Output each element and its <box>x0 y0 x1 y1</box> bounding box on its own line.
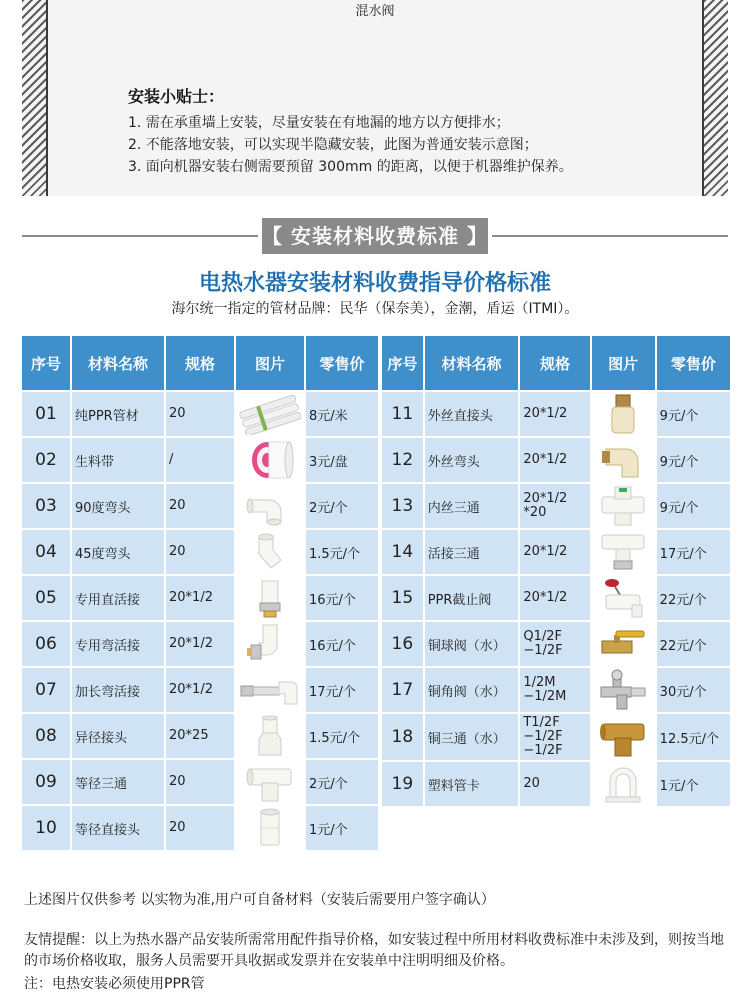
row-price: 2元/个 <box>306 484 378 528</box>
row-spec: 20 <box>520 762 589 806</box>
row-price: 9元/个 <box>657 484 730 528</box>
row-spec: 20*1/2 <box>520 530 589 574</box>
row-no: 15 <box>382 576 423 620</box>
row-price: 22元/个 <box>657 622 730 666</box>
row-price: 16元/个 <box>306 622 378 666</box>
row-price: 2元/个 <box>306 760 378 804</box>
elbow-90-icon <box>236 484 304 528</box>
table-row <box>382 714 730 760</box>
table-row <box>22 760 378 804</box>
header-price: 零售价 <box>306 336 378 390</box>
ball-valve-icon <box>592 622 655 666</box>
spec-line: −1/2F <box>523 743 563 758</box>
row-spec: 20*1/2 <box>166 668 234 712</box>
tee-icon <box>236 760 304 804</box>
reducer-icon <box>236 714 304 758</box>
table-row <box>22 392 378 436</box>
row-spec <box>520 714 589 760</box>
reference-note: 上述图片仅供参考 以实物为准,用户可自备材料（安装后需要用户签字确认） <box>24 892 495 908</box>
row-price: 22元/个 <box>657 576 730 620</box>
row-spec: 20*1/2 <box>166 576 234 620</box>
tip-item: 2. 不能落地安装，可以实现半隐藏安装，此图为普通安装示意图； <box>128 137 538 153</box>
brand-line: 海尔统一指定的管材品牌：民华（保奈美），金潮，盾运（ITMI）。 <box>171 301 579 317</box>
table-row <box>22 484 378 528</box>
row-spec: 20*1/2 <box>520 576 589 620</box>
row-price: 1元/个 <box>306 806 378 850</box>
header-image: 图片 <box>592 336 655 390</box>
table-header-row <box>22 336 378 390</box>
wall-line-right <box>702 0 704 196</box>
table-row <box>382 392 730 436</box>
header-price: 零售价 <box>657 336 730 390</box>
tip-item: 3. 面向机器安装右侧需要预留 300mm 的距离，以便于机器维护保养。 <box>128 159 573 175</box>
row-no: 03 <box>22 484 70 528</box>
row-no: 16 <box>382 622 423 666</box>
row-spec: 20 <box>166 530 234 574</box>
row-no: 02 <box>22 438 70 482</box>
row-name: 异径接头 <box>72 714 164 758</box>
row-spec <box>520 484 589 528</box>
male-thread-coupling-icon <box>592 392 655 436</box>
spec-line: 20*1/2 <box>523 491 568 506</box>
header-no: 序号 <box>382 336 423 390</box>
row-no: 05 <box>22 576 70 620</box>
row-no: 14 <box>382 530 423 574</box>
tips-list <box>128 112 573 178</box>
price-table-left <box>20 334 380 852</box>
row-price: 9元/个 <box>657 438 730 482</box>
row-price: 9元/个 <box>657 392 730 436</box>
row-no: 17 <box>382 668 423 712</box>
table-row <box>382 484 730 528</box>
union-tee-icon <box>592 530 655 574</box>
row-spec: 20*1/2 <box>520 438 589 482</box>
table-row <box>22 576 378 620</box>
section-title: 【 安装材料收费标准 】 <box>262 218 488 254</box>
row-spec <box>520 668 589 712</box>
row-name: 铜角阀（水） <box>425 668 519 712</box>
row-name: 等径三通 <box>72 760 164 804</box>
row-spec: 20*1/2 <box>166 622 234 666</box>
row-name: 加长弯活接 <box>72 668 164 712</box>
spec-line: T1/2F <box>523 715 560 730</box>
row-no: 01 <box>22 392 70 436</box>
row-no: 13 <box>382 484 423 528</box>
pipe-clip-icon <box>592 762 655 806</box>
row-price: 17元/个 <box>306 668 378 712</box>
spec-line: −1/2F <box>523 729 563 744</box>
reminder-note: 友情提醒：以上为热水器产品安装所需常用配件指导价格，如安装过程中所用材料收费标准中未涉及到，则按当地的市场价格收取，服务人员需要开具收据或发票并在安装单中注明明细及价格。 <box>24 932 724 969</box>
spec-line: −1/2F <box>523 643 563 658</box>
table-row <box>22 668 378 712</box>
coupling-icon <box>236 806 304 850</box>
row-spec: 20*1/2 <box>520 392 589 436</box>
row-name: 外丝弯头 <box>425 438 519 482</box>
row-no: 10 <box>22 806 70 850</box>
row-price: 17元/个 <box>657 530 730 574</box>
row-no: 07 <box>22 668 70 712</box>
row-name: 生料带 <box>72 438 164 482</box>
header-image: 图片 <box>236 336 304 390</box>
tips-title: 安装小贴士： <box>128 87 225 106</box>
row-name: 外丝直接头 <box>425 392 519 436</box>
elbow-union-icon <box>236 622 304 666</box>
row-name: 铜三通（水） <box>425 714 519 760</box>
row-no: 12 <box>382 438 423 482</box>
header-name: 材料名称 <box>425 336 519 390</box>
installation-tips-panel <box>22 0 728 196</box>
mixing-valve-caption: 混水阀 <box>355 4 395 19</box>
row-name: 纯PPR管材 <box>72 392 164 436</box>
row-name: 专用弯活接 <box>72 622 164 666</box>
row-price: 16元/个 <box>306 576 378 620</box>
row-no: 08 <box>22 714 70 758</box>
row-name: 活接三通 <box>425 530 519 574</box>
row-name: 铜球阀（水） <box>425 622 519 666</box>
row-name: 专用直活接 <box>72 576 164 620</box>
table-row-empty <box>382 808 730 852</box>
straight-union-icon <box>236 576 304 620</box>
row-spec <box>520 622 589 666</box>
row-spec: 20*25 <box>166 714 234 758</box>
tape-roll-icon <box>236 438 304 482</box>
row-spec: 20 <box>166 392 234 436</box>
female-thread-tee-icon <box>592 484 655 528</box>
header-no: 序号 <box>22 336 70 390</box>
table-row <box>382 762 730 806</box>
row-name: 90度弯头 <box>72 484 164 528</box>
table-row <box>382 668 730 712</box>
row-price: 12.5元/个 <box>657 714 730 760</box>
main-title: 电热水器安装材料收费指导价格标准 <box>198 271 551 296</box>
row-price: 1.5元/个 <box>306 530 378 574</box>
row-name: 内丝三通 <box>425 484 519 528</box>
spec-line: 1/2M <box>523 675 556 690</box>
header-name: 材料名称 <box>72 336 164 390</box>
table-row <box>22 438 378 482</box>
row-name: 45度弯头 <box>72 530 164 574</box>
table-row <box>22 714 378 758</box>
row-spec: 20 <box>166 484 234 528</box>
spec-line: Q1/2F <box>523 629 562 644</box>
wall-hatch-right <box>704 0 728 196</box>
spec-line: *20 <box>523 505 547 520</box>
row-price: 3元/盘 <box>306 438 378 482</box>
row-no: 04 <box>22 530 70 574</box>
male-thread-elbow-icon <box>592 438 655 482</box>
wall-line-left <box>46 0 48 196</box>
table-row <box>382 438 730 482</box>
angle-valve-icon <box>592 668 655 712</box>
brass-tee-icon <box>592 714 655 760</box>
row-price: 1元/个 <box>657 762 730 806</box>
row-no: 18 <box>382 714 423 760</box>
row-price: 30元/个 <box>657 668 730 712</box>
section-rule-right <box>492 235 728 237</box>
table-header-row <box>382 336 730 390</box>
header-spec: 规格 <box>166 336 234 390</box>
wall-hatch-left <box>22 0 46 196</box>
elbow-45-icon <box>236 530 304 574</box>
row-price: 1.5元/个 <box>306 714 378 758</box>
table-row <box>382 622 730 666</box>
row-spec: / <box>166 438 234 482</box>
table-row <box>382 530 730 574</box>
table-row <box>22 530 378 574</box>
pipe-icon <box>236 392 304 436</box>
spec-line: −1/2M <box>523 689 567 704</box>
price-table-right <box>380 334 732 854</box>
empty-cell <box>382 808 730 852</box>
stop-valve-icon <box>592 576 655 620</box>
row-price: 8元/米 <box>306 392 378 436</box>
table-row <box>22 806 378 850</box>
row-name: 等径直接头 <box>72 806 164 850</box>
long-elbow-union-icon <box>236 668 304 712</box>
row-spec: 20 <box>166 760 234 804</box>
row-name: PPR截止阀 <box>425 576 519 620</box>
row-no: 09 <box>22 760 70 804</box>
section-header <box>22 218 728 254</box>
row-no: 19 <box>382 762 423 806</box>
header-spec: 规格 <box>520 336 589 390</box>
row-spec: 20 <box>166 806 234 850</box>
ppr-requirement-note: 注：电热安装必须使用PPR管 <box>24 976 205 992</box>
table-row <box>382 576 730 620</box>
row-no: 11 <box>382 392 423 436</box>
section-rule-left <box>22 235 258 237</box>
tip-item: 1. 需在承重墙上安装，尽量安装在有地漏的地方以方便排水； <box>128 115 510 131</box>
table-row <box>22 622 378 666</box>
row-no: 06 <box>22 622 70 666</box>
row-name: 塑料管卡 <box>425 762 519 806</box>
